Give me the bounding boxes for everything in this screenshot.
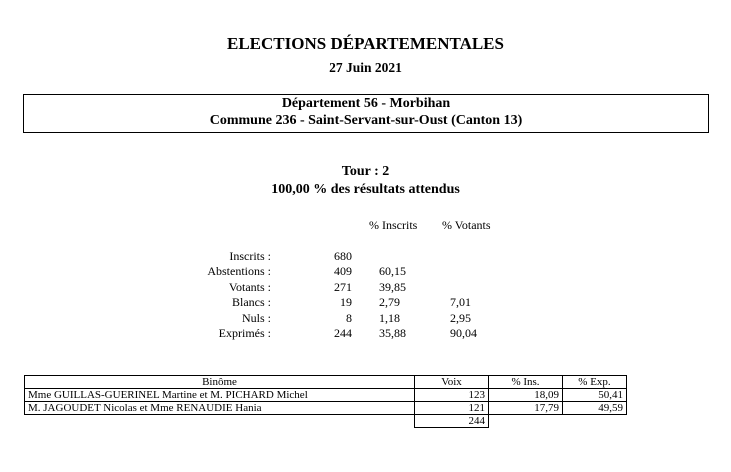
departement-label: Département 56 - Morbihan (281, 96, 451, 111)
stat-label-nuls: Nuls : (241, 311, 271, 325)
page-title: ELECTIONS DÉPARTEMENTALES (227, 34, 504, 53)
stat-value-nuls: 8 (346, 311, 352, 325)
total-voix: 244 (415, 415, 489, 428)
stat-pct-ins-abstentions: 60,15 (379, 264, 406, 278)
stat-value-inscrits: 680 (334, 249, 352, 263)
binome-pct-ins: 17,79 (489, 402, 563, 415)
binome-name: M. JAGOUDET Nicolas et Mme RENAUDIE Hania (25, 402, 415, 415)
col-header-pct-inscrits: % Inscrits (369, 218, 418, 232)
stat-pct-vot-nuls: 2,95 (450, 311, 471, 325)
results-table (24, 375, 627, 428)
total-spacer (25, 415, 415, 428)
header-voix: Voix (415, 376, 489, 389)
binome-pct-exp: 49,59 (563, 402, 627, 415)
stat-label-blancs: Blancs : (232, 295, 271, 309)
binome-voix: 121 (415, 402, 489, 415)
stat-label-votants: Votants : (228, 280, 271, 294)
table-row (25, 402, 627, 415)
stat-pct-ins-nuls: 1,18 (379, 311, 400, 325)
results-expected-label: 100,00 % des résultats attendus (271, 182, 460, 197)
results-header-row (25, 376, 627, 389)
total-spacer (489, 415, 563, 428)
binome-name: Mme GUILLAS-GUERINEL Martine et M. PICHARD Michel (25, 389, 415, 402)
total-row (25, 415, 627, 428)
table-row (25, 389, 627, 402)
stat-value-abstentions: 409 (334, 264, 352, 278)
stat-pct-vot-exprimes: 90,04 (450, 326, 477, 340)
stat-label-exprimes: Exprimés : (218, 326, 271, 340)
col-header-pct-votants: % Votants (442, 218, 491, 232)
binome-pct-ins: 18,09 (489, 389, 563, 402)
election-date: 27 Juin 2021 (329, 60, 402, 75)
total-spacer (563, 415, 627, 428)
commune-label: Commune 236 - Saint-Servant-sur-Oust (Canton 13) (209, 113, 523, 128)
stat-value-blancs: 19 (340, 295, 352, 309)
stat-pct-ins-exprimes: 35,88 (379, 326, 406, 340)
header-pct-exp: % Exp. (563, 376, 627, 389)
stat-pct-vot-blancs: 7,01 (450, 295, 471, 309)
header-binome: Binôme (25, 376, 415, 389)
round-label: Tour : 2 (341, 164, 390, 179)
stat-label-abstentions: Abstentions : (207, 264, 271, 278)
header-pct-ins: % Ins. (489, 376, 563, 389)
stat-value-exprimes: 244 (334, 326, 352, 340)
location-box (23, 94, 709, 133)
stat-label-inscrits: Inscrits : (229, 249, 271, 263)
binome-voix: 123 (415, 389, 489, 402)
stat-value-votants: 271 (334, 280, 352, 294)
binome-pct-exp: 50,41 (563, 389, 627, 402)
stat-pct-ins-blancs: 2,79 (379, 295, 400, 309)
stat-pct-ins-votants: 39,85 (379, 280, 406, 294)
